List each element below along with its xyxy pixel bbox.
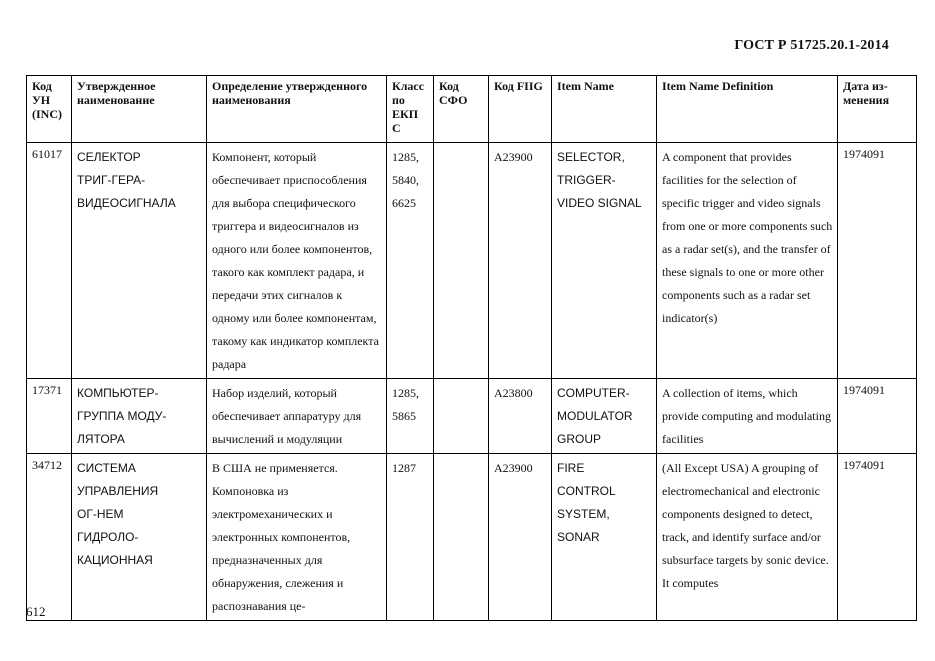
cell-approved-name: СЕЛЕКТОР ТРИГ-ГЕРА-ВИДЕОСИГНАЛА bbox=[72, 143, 207, 379]
cell-item-definition: A component that provides facilities for the selection of specific trigger and video signals from one or more components such as a radar set(s), and the transfer of these signals to one or more other components such as a radar set indicator(s) bbox=[657, 143, 838, 379]
cell-item-name: FIRE CONTROL SYSTEM, SONAR bbox=[552, 454, 657, 621]
cell-approved-name: СИСТЕМА УПРАВЛЕНИЯ ОГ-НЕМ ГИДРОЛО-КАЦИОННАЯ bbox=[72, 454, 207, 621]
cell-sfo bbox=[434, 379, 489, 454]
table-header-row bbox=[27, 76, 917, 143]
cell-sfo bbox=[434, 143, 489, 379]
cell-item-name: SELECTOR, TRIGGER-VIDEO SIGNAL bbox=[552, 143, 657, 379]
cell-inc: 34712 bbox=[27, 454, 72, 621]
cell-definition: Набор изделий, который обеспечивает аппаратуру для вычислений и модуляции bbox=[207, 379, 387, 454]
table-row bbox=[27, 143, 917, 379]
cell-fiig: A23800 bbox=[489, 379, 552, 454]
cell-change-date: 1974091 bbox=[838, 379, 917, 454]
col-header-inc: Код УН (INC) bbox=[27, 76, 72, 143]
cell-change-date: 1974091 bbox=[838, 454, 917, 621]
cell-definition: В США не применяется. Компоновка из электромеханических и электронных компонентов, предназначенных для обнаружения, слежения и распознавания це- bbox=[207, 454, 387, 621]
cell-fiig: A23900 bbox=[489, 454, 552, 621]
col-header-fiig: Код FIIG bbox=[489, 76, 552, 143]
col-header-class: Класс по ЕКП С bbox=[387, 76, 434, 143]
cell-item-name: COMPUTER-MODULATOR GROUP bbox=[552, 379, 657, 454]
cell-inc: 61017 bbox=[27, 143, 72, 379]
col-header-item-name: Item Name bbox=[552, 76, 657, 143]
document-standard-header: ГОСТ Р 51725.20.1-2014 bbox=[734, 38, 889, 53]
col-header-approved-name: Утвержденное наименование bbox=[72, 76, 207, 143]
cell-definition: Компонент, который обеспечивает приспособления для выбора специфического триггера и видеосигналов из одного или более компонентов, такого как комплект радара, и передачи этих сигналов к одному или более компонентам, такому как индикатор комплекта радара bbox=[207, 143, 387, 379]
table-row bbox=[27, 379, 917, 454]
cell-fiig: A23900 bbox=[489, 143, 552, 379]
cell-sfo bbox=[434, 454, 489, 621]
table-row bbox=[27, 454, 917, 621]
col-header-definition: Определение утвержденного наименования bbox=[207, 76, 387, 143]
nomenclature-table bbox=[26, 75, 917, 621]
cell-inc: 17371 bbox=[27, 379, 72, 454]
cell-class: 1285, 5865 bbox=[387, 379, 434, 454]
cell-item-definition: (All Except USA) A grouping of electromechanical and electronic components designed to detect, track, and identify surface and/or subsurface targets by sonic device. It computes bbox=[657, 454, 838, 621]
col-header-change-date: Дата из-менения bbox=[838, 76, 917, 143]
cell-change-date: 1974091 bbox=[838, 143, 917, 379]
cell-class: 1285, 5840, 6625 bbox=[387, 143, 434, 379]
page-number: 612 bbox=[26, 604, 46, 619]
cell-class: 1287 bbox=[387, 454, 434, 621]
cell-approved-name: КОМПЬЮТЕР-ГРУППА МОДУ-ЛЯТОРА bbox=[72, 379, 207, 454]
cell-item-definition: A collection of items, which provide computing and modulating facilities bbox=[657, 379, 838, 454]
col-header-sfo: Код СФО bbox=[434, 76, 489, 143]
col-header-item-definition: Item Name Definition bbox=[657, 76, 838, 143]
